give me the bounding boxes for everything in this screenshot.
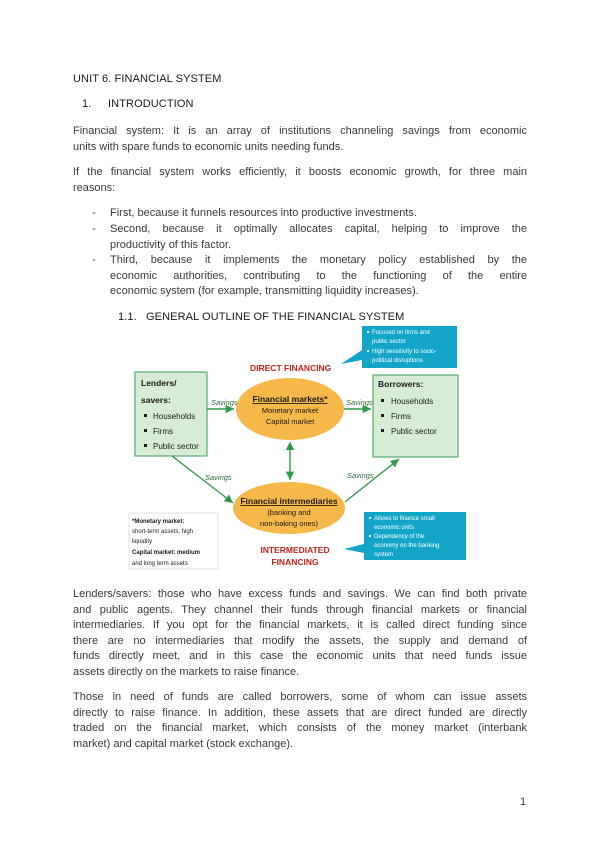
lenders-item: Households [153, 412, 196, 421]
reason-line: Second, because it optimally allocates capital, helping to improve the [110, 223, 527, 235]
lenders-line: there are no intermediaries that modify the assets, the supply and demand of [73, 634, 527, 647]
bullet-square [381, 414, 384, 417]
lenders-line: intermediaries. If you opt for the financial markets, it is called direct funding since [73, 619, 527, 631]
bullet-dot [369, 517, 371, 519]
dash-bullet: - [92, 223, 96, 235]
bullet-square [381, 429, 384, 432]
lenders-title: savers: [141, 395, 171, 405]
callout-top-line: Focused on firms and [372, 330, 430, 336]
intermediated-financing-label: FINANCING [271, 557, 319, 567]
callout-top-line: public sector [372, 339, 406, 345]
financial-markets-sub: Monetary market [261, 406, 319, 415]
efficiency-line: reasons: [73, 181, 116, 194]
subsection-number: 1.1. [118, 311, 137, 323]
lenders-line: and public agents. They channel their funds through financial markets or financial [73, 603, 527, 616]
financial-markets-sub: Capital market [265, 417, 315, 426]
bullet-square [144, 444, 147, 447]
borrowers-line: traded on the financial market, which consists of the money market (interbank [73, 722, 527, 734]
borrowers-line: directly to raise finance. In addition, these assets that are direct funded are directly [73, 706, 527, 719]
bullet-dot [369, 535, 371, 537]
borrowers-item: Households [391, 397, 434, 406]
note-line: *Monetary market: [132, 519, 185, 525]
section-number: 1. [82, 98, 92, 110]
bullet-dot [367, 350, 369, 352]
lenders-item: Public sector [153, 442, 199, 451]
lenders-line: funds directly meet, and in this case the economic units that need funds issue [73, 650, 527, 662]
document-title: UNIT 6. FINANCIAL SYSTEM [73, 73, 222, 85]
efficiency-line: If the financial system works efficiently, it boosts economic growth, for three main [73, 166, 527, 178]
borrowers-item: Firms [391, 412, 411, 421]
direct-financing-label: DIRECT FINANCING [250, 363, 332, 373]
bullet-square [381, 399, 384, 402]
reason-line: economic system (for example, transmitting liquidity increases). [110, 285, 419, 297]
borrowers-line: Those in need of funds are called borrowers, some of whom can issue assets [73, 691, 527, 703]
lenders-paragraph [73, 587, 527, 680]
callout-top-line: High sensitivity to socio- [372, 349, 437, 355]
callout-bottom-line: economy on the banking [374, 543, 440, 549]
bullet-square [144, 429, 147, 432]
dash-bullet: - [92, 207, 96, 219]
lenders-line: Lenders/savers: those who have excess funds and savings. We can find both private [73, 588, 527, 600]
reason-line: First, because it funnels resources into productive investments. [110, 207, 417, 219]
page-number: 1 [520, 796, 527, 808]
bullet-square [144, 414, 147, 417]
callout-top-line: political disruptions [372, 358, 423, 364]
intermediated-financing-label: INTERMEDIATED [260, 545, 330, 555]
lenders-line: assets directly on the markets to raise finance. [73, 665, 300, 678]
callout-bottom-line: system [374, 552, 394, 558]
dash-bullet: - [92, 254, 96, 266]
callout-bottom-line: Dependency of the [374, 534, 425, 540]
lenders-title: Lenders/ [141, 378, 177, 388]
savings-label: Savings [347, 471, 374, 480]
borrowers-title: Borrowers: [378, 379, 424, 389]
intro-line: Financial system: It is an array of institutions channeling savings from economic [73, 125, 527, 137]
financial-intermediaries-sub: non-baking ones) [260, 519, 318, 528]
note-line: liquidity [132, 539, 153, 545]
note-line: Capital market: medium [132, 550, 201, 556]
savings-label: Savings [346, 398, 373, 407]
financial-markets-title: Financial markets* [252, 394, 328, 404]
borrowers-paragraph [73, 690, 527, 752]
bullet-dot [367, 331, 369, 333]
callout-bottom-line: Allows to finance small [374, 516, 435, 522]
savings-label: Savings [205, 473, 232, 482]
reason-line: productivity of this factor. [110, 238, 232, 251]
callout-bottom-line: economic units [374, 525, 415, 531]
borrowers-line: market) and capital market (stock exchange). [73, 737, 294, 750]
savings-label: Savings [211, 398, 238, 407]
financial-intermediaries-sub: (banking and [267, 508, 311, 517]
arrow-intermediaries-to-borrowers [345, 459, 399, 502]
note-line: short-term assets, high [132, 529, 194, 535]
lenders-item: Firms [153, 427, 173, 436]
intro-line: units with spare funds to economic units needing funds. [73, 140, 344, 153]
borrowers-item: Public sector [391, 427, 437, 436]
reason-line: economic authorities, contributing to the functioning of the entire [110, 269, 527, 282]
financial-intermediaries-title: Financial intermediaries [240, 496, 338, 506]
note-line: and long term assets [132, 561, 188, 567]
subsection-title: GENERAL OUTLINE OF THE FINANCIAL SYSTEM [146, 311, 405, 323]
reason-line: Third, because it implements the monetary policy established by the [110, 254, 527, 266]
section-title: INTRODUCTION [108, 98, 194, 110]
